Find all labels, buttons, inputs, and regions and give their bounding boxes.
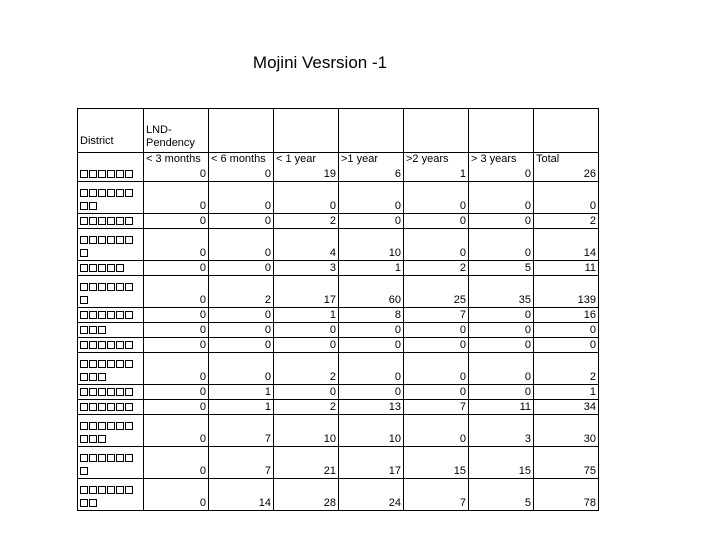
missing-glyph-box: [125, 311, 133, 319]
garbled-glyph-line: [80, 168, 141, 181]
cell-value: 0: [264, 168, 271, 180]
missing-glyph-box: [80, 486, 88, 494]
value-cell: 28: [274, 479, 339, 511]
value-cell: 0: [469, 182, 534, 214]
value-cell: 0: [469, 323, 534, 338]
table-row: [78, 182, 599, 214]
missing-glyph-box: [125, 360, 133, 368]
value-cell: [404, 153, 469, 182]
table-row: [78, 229, 599, 261]
value-cell: 2: [534, 214, 599, 229]
table-row: [78, 276, 599, 308]
value-cell: 139: [534, 276, 599, 308]
garbled-glyph-line: [80, 187, 141, 200]
missing-glyph-box: [89, 311, 97, 319]
missing-glyph-box: [89, 422, 97, 430]
value-cell: 0: [144, 400, 209, 415]
value-cell: 60: [339, 276, 404, 308]
value-cell: 0: [469, 308, 534, 323]
empty-header-cell: [274, 109, 339, 153]
missing-glyph-box: [98, 422, 106, 430]
missing-glyph-box: [116, 486, 124, 494]
missing-glyph-box: [98, 217, 106, 225]
table-row: [78, 385, 599, 400]
value-cell: 0: [534, 338, 599, 353]
missing-glyph-box: [80, 264, 88, 272]
missing-glyph-box: [98, 486, 106, 494]
value-cell: 0: [144, 338, 209, 353]
value-cell: 0: [404, 323, 469, 338]
missing-glyph-box: [107, 311, 115, 319]
table-row: [78, 353, 599, 385]
value-cell: 21: [274, 447, 339, 479]
garbled-glyph-line: [80, 497, 141, 510]
missing-glyph-box: [116, 311, 124, 319]
value-cell: 0: [469, 338, 534, 353]
value-cell: 0: [144, 415, 209, 447]
missing-glyph-box: [80, 189, 88, 197]
value-cell: 15: [404, 447, 469, 479]
district-name-cell: [78, 308, 144, 323]
value-cell: 1: [534, 385, 599, 400]
column-header: < 6 months: [211, 153, 266, 165]
garbled-glyph-line: [80, 401, 141, 414]
column-header: >1 year: [341, 153, 378, 165]
garbled-glyph-line: [80, 452, 141, 465]
missing-glyph-box: [125, 189, 133, 197]
missing-glyph-box: [89, 435, 97, 443]
missing-glyph-box: [107, 236, 115, 244]
value-cell: [209, 153, 274, 182]
missing-glyph-box: [80, 236, 88, 244]
value-cell: 75: [534, 447, 599, 479]
missing-glyph-box: [80, 373, 88, 381]
missing-glyph-box: [80, 311, 88, 319]
empty-header-cell: [404, 109, 469, 153]
value-cell: 25: [404, 276, 469, 308]
value-cell: 0: [144, 214, 209, 229]
missing-glyph-box: [107, 283, 115, 291]
missing-glyph-box: [89, 341, 97, 349]
value-cell: 2: [534, 353, 599, 385]
missing-glyph-box: [89, 373, 97, 381]
missing-glyph-box: [125, 422, 133, 430]
value-cell: 0: [209, 214, 274, 229]
missing-glyph-box: [98, 264, 106, 272]
missing-glyph-box: [98, 360, 106, 368]
value-cell: 11: [469, 400, 534, 415]
value-cell: 0: [209, 323, 274, 338]
missing-glyph-box: [107, 170, 115, 178]
value-cell: 17: [339, 447, 404, 479]
garbled-glyph-line: [80, 386, 141, 399]
missing-glyph-box: [116, 422, 124, 430]
value-cell: 0: [144, 261, 209, 276]
value-cell: 16: [534, 308, 599, 323]
district-name-cell: [78, 229, 144, 261]
district-header: District: [78, 109, 144, 153]
missing-glyph-box: [116, 189, 124, 197]
value-cell: 0: [209, 338, 274, 353]
value-cell: 2: [274, 353, 339, 385]
missing-glyph-box: [107, 403, 115, 411]
missing-glyph-box: [80, 403, 88, 411]
missing-glyph-box: [107, 454, 115, 462]
missing-glyph-box: [89, 403, 97, 411]
empty-header-cell: [209, 109, 274, 153]
value-cell: 0: [144, 385, 209, 400]
value-cell: 1: [209, 385, 274, 400]
garbled-glyph-line: [80, 247, 141, 260]
value-cell: 2: [209, 276, 274, 308]
value-cell: 17: [274, 276, 339, 308]
value-cell: 11: [534, 261, 599, 276]
missing-glyph-box: [89, 264, 97, 272]
district-name-cell: [78, 385, 144, 400]
missing-glyph-box: [98, 373, 106, 381]
value-cell: 24: [339, 479, 404, 511]
value-cell: 0: [339, 338, 404, 353]
district-name-cell: [78, 415, 144, 447]
value-cell: 0: [404, 182, 469, 214]
missing-glyph-box: [98, 283, 106, 291]
column-header: < 3 months: [146, 153, 201, 165]
garbled-glyph-line: [80, 294, 141, 307]
value-cell: 0: [274, 182, 339, 214]
missing-glyph-box: [98, 311, 106, 319]
missing-glyph-box: [107, 217, 115, 225]
value-cell: 14: [209, 479, 274, 511]
missing-glyph-box: [98, 341, 106, 349]
missing-glyph-box: [80, 499, 88, 507]
missing-glyph-box: [125, 170, 133, 178]
value-cell: 14: [534, 229, 599, 261]
missing-glyph-box: [107, 388, 115, 396]
value-cell: 0: [339, 214, 404, 229]
value-cell: [469, 153, 534, 182]
header-row: [78, 109, 599, 153]
value-cell: 0: [404, 229, 469, 261]
missing-glyph-box: [89, 388, 97, 396]
garbled-glyph-line: [80, 309, 141, 322]
missing-glyph-box: [116, 388, 124, 396]
value-cell: 0: [469, 353, 534, 385]
missing-glyph-box: [98, 326, 106, 334]
value-cell: 15: [469, 447, 534, 479]
missing-glyph-box: [125, 217, 133, 225]
value-cell: [339, 153, 404, 182]
value-cell: 1: [339, 261, 404, 276]
missing-glyph-box: [116, 264, 124, 272]
page-title: Mojini Vesrsion -1: [252, 53, 388, 72]
cell-value: 1: [459, 168, 466, 180]
value-cell: 0: [534, 182, 599, 214]
district-name-cell: [78, 479, 144, 511]
value-cell: 0: [469, 214, 534, 229]
value-cell: 10: [274, 415, 339, 447]
value-cell: 3: [274, 261, 339, 276]
value-cell: 0: [209, 261, 274, 276]
table-row: [78, 479, 599, 511]
value-cell: 1: [274, 308, 339, 323]
value-cell: 0: [404, 385, 469, 400]
value-cell: 0: [469, 385, 534, 400]
value-cell: 0: [144, 353, 209, 385]
value-cell: 0: [209, 308, 274, 323]
missing-glyph-box: [80, 249, 88, 257]
missing-glyph-box: [89, 326, 97, 334]
value-cell: 0: [404, 353, 469, 385]
garbled-glyph-line: [80, 358, 141, 371]
missing-glyph-box: [125, 283, 133, 291]
empty-header-cell: [339, 109, 404, 153]
missing-glyph-box: [89, 486, 97, 494]
value-cell: 4: [274, 229, 339, 261]
missing-glyph-box: [125, 236, 133, 244]
value-cell: 3: [469, 415, 534, 447]
value-cell: 0: [404, 214, 469, 229]
district-name-cell: [78, 261, 144, 276]
district-name-cell: [78, 153, 144, 182]
missing-glyph-box: [98, 403, 106, 411]
missing-glyph-box: [125, 486, 133, 494]
missing-glyph-box: [80, 296, 88, 304]
garbled-glyph-line: [80, 371, 141, 384]
garbled-glyph-line: [80, 234, 141, 247]
value-cell: 0: [339, 323, 404, 338]
missing-glyph-box: [98, 454, 106, 462]
missing-glyph-box: [89, 283, 97, 291]
garbled-glyph-line: [80, 281, 141, 294]
missing-glyph-box: [89, 360, 97, 368]
value-cell: 35: [469, 276, 534, 308]
cell-value: 0: [524, 168, 531, 180]
missing-glyph-box: [98, 170, 106, 178]
value-cell: 2: [274, 214, 339, 229]
missing-glyph-box: [116, 403, 124, 411]
garbled-glyph-line: [80, 324, 141, 337]
cell-value: 6: [394, 168, 401, 180]
missing-glyph-box: [89, 202, 97, 210]
missing-glyph-box: [80, 422, 88, 430]
value-cell: [534, 153, 599, 182]
district-name-cell: [78, 323, 144, 338]
value-cell: 5: [469, 479, 534, 511]
table-row: [78, 214, 599, 229]
district-name-cell: [78, 400, 144, 415]
missing-glyph-box: [107, 264, 115, 272]
garbled-glyph-line: [80, 339, 141, 352]
value-cell: 34: [534, 400, 599, 415]
missing-glyph-box: [80, 326, 88, 334]
value-cell: 0: [209, 353, 274, 385]
column-header: > 3 years: [471, 153, 517, 165]
value-cell: 7: [404, 479, 469, 511]
missing-glyph-box: [80, 360, 88, 368]
table-row: [78, 400, 599, 415]
value-cell: 0: [144, 479, 209, 511]
garbled-glyph-line: [80, 465, 141, 478]
value-cell: 2: [404, 261, 469, 276]
cell-value: 0: [199, 168, 206, 180]
value-cell: 0: [274, 385, 339, 400]
missing-glyph-box: [80, 435, 88, 443]
missing-glyph-box: [107, 189, 115, 197]
missing-glyph-box: [125, 454, 133, 462]
column-header: < 1 year: [276, 153, 317, 165]
value-cell: 0: [144, 229, 209, 261]
value-cell: 0: [144, 323, 209, 338]
cell-value: 26: [583, 168, 596, 180]
value-cell: 13: [339, 400, 404, 415]
missing-glyph-box: [116, 283, 124, 291]
missing-glyph-box: [89, 454, 97, 462]
value-cell: 1: [209, 400, 274, 415]
value-cell: 0: [274, 338, 339, 353]
missing-glyph-box: [125, 388, 133, 396]
value-cell: 2: [274, 400, 339, 415]
value-cell: 7: [209, 447, 274, 479]
district-name-cell: [78, 182, 144, 214]
missing-glyph-box: [116, 341, 124, 349]
missing-glyph-box: [107, 486, 115, 494]
column-header: >2 years: [406, 153, 449, 165]
value-cell: [274, 153, 339, 182]
missing-glyph-box: [80, 467, 88, 475]
missing-glyph-box: [80, 217, 88, 225]
missing-glyph-box: [80, 170, 88, 178]
missing-glyph-box: [107, 422, 115, 430]
value-cell: 7: [209, 415, 274, 447]
pendency-table: [77, 108, 599, 511]
table-row: [78, 153, 599, 182]
table-row: [78, 415, 599, 447]
missing-glyph-box: [89, 217, 97, 225]
missing-glyph-box: [80, 454, 88, 462]
district-name-cell: [78, 447, 144, 479]
value-cell: 0: [339, 182, 404, 214]
missing-glyph-box: [107, 360, 115, 368]
missing-glyph-box: [116, 217, 124, 225]
missing-glyph-box: [107, 341, 115, 349]
table-row: [78, 338, 599, 353]
table-row: [78, 261, 599, 276]
empty-header-cell: [534, 109, 599, 153]
missing-glyph-box: [125, 403, 133, 411]
missing-glyph-box: [80, 388, 88, 396]
value-cell: 78: [534, 479, 599, 511]
missing-glyph-box: [116, 360, 124, 368]
missing-glyph-box: [80, 202, 88, 210]
value-cell: 0: [144, 276, 209, 308]
table-row: [78, 308, 599, 323]
column-header: Total: [536, 153, 560, 165]
missing-glyph-box: [89, 189, 97, 197]
district-name-cell: [78, 353, 144, 385]
garbled-glyph-line: [80, 484, 141, 497]
missing-glyph-box: [80, 283, 88, 291]
missing-glyph-box: [98, 189, 106, 197]
value-cell: 10: [339, 415, 404, 447]
garbled-glyph-line: [80, 433, 141, 446]
garbled-glyph-line: [80, 420, 141, 433]
garbled-glyph-line: [80, 262, 141, 275]
missing-glyph-box: [125, 341, 133, 349]
missing-glyph-box: [98, 236, 106, 244]
value-cell: 7: [404, 400, 469, 415]
empty-header-cell: [469, 109, 534, 153]
missing-glyph-box: [80, 341, 88, 349]
value-cell: 0: [144, 308, 209, 323]
missing-glyph-box: [98, 435, 106, 443]
missing-glyph-box: [116, 170, 124, 178]
garbled-glyph-line: [80, 215, 141, 228]
value-cell: 8: [339, 308, 404, 323]
table-row: [78, 323, 599, 338]
missing-glyph-box: [98, 388, 106, 396]
value-cell: 0: [209, 182, 274, 214]
value-cell: [144, 153, 209, 182]
value-cell: 0: [274, 323, 339, 338]
value-cell: 5: [469, 261, 534, 276]
garbled-glyph-line: [80, 200, 141, 213]
value-cell: 0: [339, 385, 404, 400]
value-cell: 0: [144, 182, 209, 214]
district-name-cell: [78, 214, 144, 229]
missing-glyph-box: [116, 454, 124, 462]
district-name-cell: [78, 276, 144, 308]
value-cell: 0: [404, 415, 469, 447]
value-cell: 0: [144, 447, 209, 479]
district-name-cell: [78, 338, 144, 353]
value-cell: 0: [339, 353, 404, 385]
value-cell: 30: [534, 415, 599, 447]
lnd-pendency-header: LND- Pendency: [144, 109, 209, 153]
missing-glyph-box: [89, 170, 97, 178]
value-cell: 0: [404, 338, 469, 353]
value-cell: 0: [469, 229, 534, 261]
table-row: [78, 447, 599, 479]
missing-glyph-box: [116, 236, 124, 244]
value-cell: 0: [534, 323, 599, 338]
value-cell: 10: [339, 229, 404, 261]
cell-value: 19: [323, 168, 336, 180]
value-cell: 7: [404, 308, 469, 323]
missing-glyph-box: [89, 236, 97, 244]
value-cell: 0: [209, 229, 274, 261]
missing-glyph-box: [89, 499, 97, 507]
